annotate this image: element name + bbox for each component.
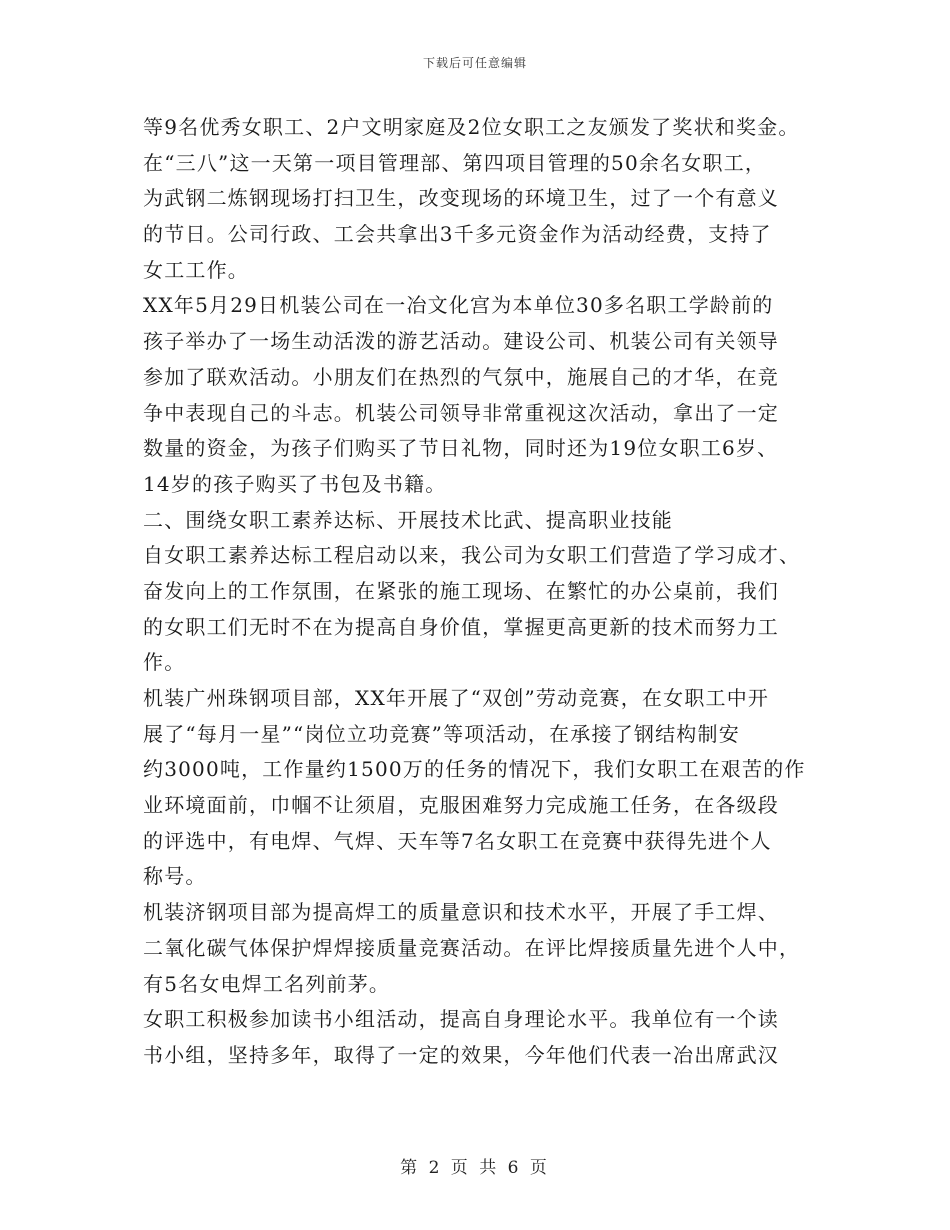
- text-line: 孩子举办了一场生动活泼的游艺活动。建设公司、机装公司有关领导: [143, 329, 779, 354]
- text-line: 业环境面前，巾帼不让须眉，克服困难努力完成施工任务，在各级段: [143, 793, 779, 818]
- text-line: 为武钢二炼钢现场打扫卫生，改变现场的环境卫生，过了一个有意义: [143, 186, 779, 211]
- text-line: 的节日。公司行政、工会共拿出3千多元资金作为活动经费，支持了: [143, 222, 772, 247]
- text-line: 数量的资金，为孩子们购买了节日礼物，同时还为19位女职工6岁、: [143, 436, 779, 461]
- text-line: 机装济钢项目部为提高焊工的质量意识和技术水平，开展了手工焊、: [143, 900, 779, 925]
- text-line: 争中表现自己的斗志。机装公司领导非常重视这次活动，拿出了一定: [143, 400, 779, 425]
- text-line: 等9名优秀女职工、2户文明家庭及2位女职工之友颁发了奖状和奖金。: [143, 115, 800, 139]
- text-line: 参加了联欢活动。小朋友们在热烈的气氛中，施展自己的才华，在竞: [143, 364, 779, 389]
- text-line: 作。: [143, 650, 186, 675]
- text-line: 约3000吨，工作量约1500万的任务的情况下，我们女职工在艰苦的作: [143, 757, 806, 782]
- text-line: 14岁的孩子购买了书包及书籍。: [143, 471, 447, 496]
- text-line: 女职工积极参加读书小组活动，提高自身理论水平。我单位有一个读: [143, 1007, 779, 1032]
- text-line: 女工工作。: [143, 257, 249, 282]
- page-number-footer: 第 2 页 共 6 页: [400, 1158, 550, 1178]
- page-header: 下载后可任意编辑: [422, 56, 527, 70]
- text-line: 有5名女电焊工名列前茅。: [143, 971, 391, 996]
- text-line: 展了“每月一星”“岗位立功竞赛”等项活动，在承接了钢结构制安: [143, 721, 740, 746]
- text-line: 自女职工素养达标工程启动以来，我公司为女职工们营造了学习成才、: [143, 543, 801, 568]
- text-line: 机装广州珠钢项目部，XX年开展了“双创”劳动竞赛，在女职工中开: [143, 686, 770, 710]
- document-body: [143, 110, 833, 1074]
- text-line: XX年5月29日机装公司在一冶文化宫为本单位30多名职工学龄前的: [143, 293, 774, 318]
- text-line: 的女职工们无时不在为提高自身价值，掌握更高更新的技术而努力工: [143, 614, 779, 639]
- text-line: 二氧化碳气体保护焊焊接质量竞赛活动。在评比焊接质量先进个人中，: [143, 935, 801, 960]
- text-line: 书小组，坚持多年，取得了一定的效果，今年他们代表一冶出席武汉: [143, 1042, 779, 1067]
- text-line: 在“三八”这一天第一项目管理部、第四项目管理的50余名女职工，: [143, 150, 767, 175]
- text-line: 奋发向上的工作氛围，在紧张的施工现场、在繁忙的办公桌前，我们: [143, 578, 779, 603]
- text-line: 的评选中，有电焊、气焊、天车等7名女职工在竞赛中获得先进个人: [143, 828, 772, 853]
- text-line: 称号。: [143, 864, 207, 889]
- section-heading: 二、围绕女职工素养达标、开展技术比武、提高职业技能: [143, 507, 673, 532]
